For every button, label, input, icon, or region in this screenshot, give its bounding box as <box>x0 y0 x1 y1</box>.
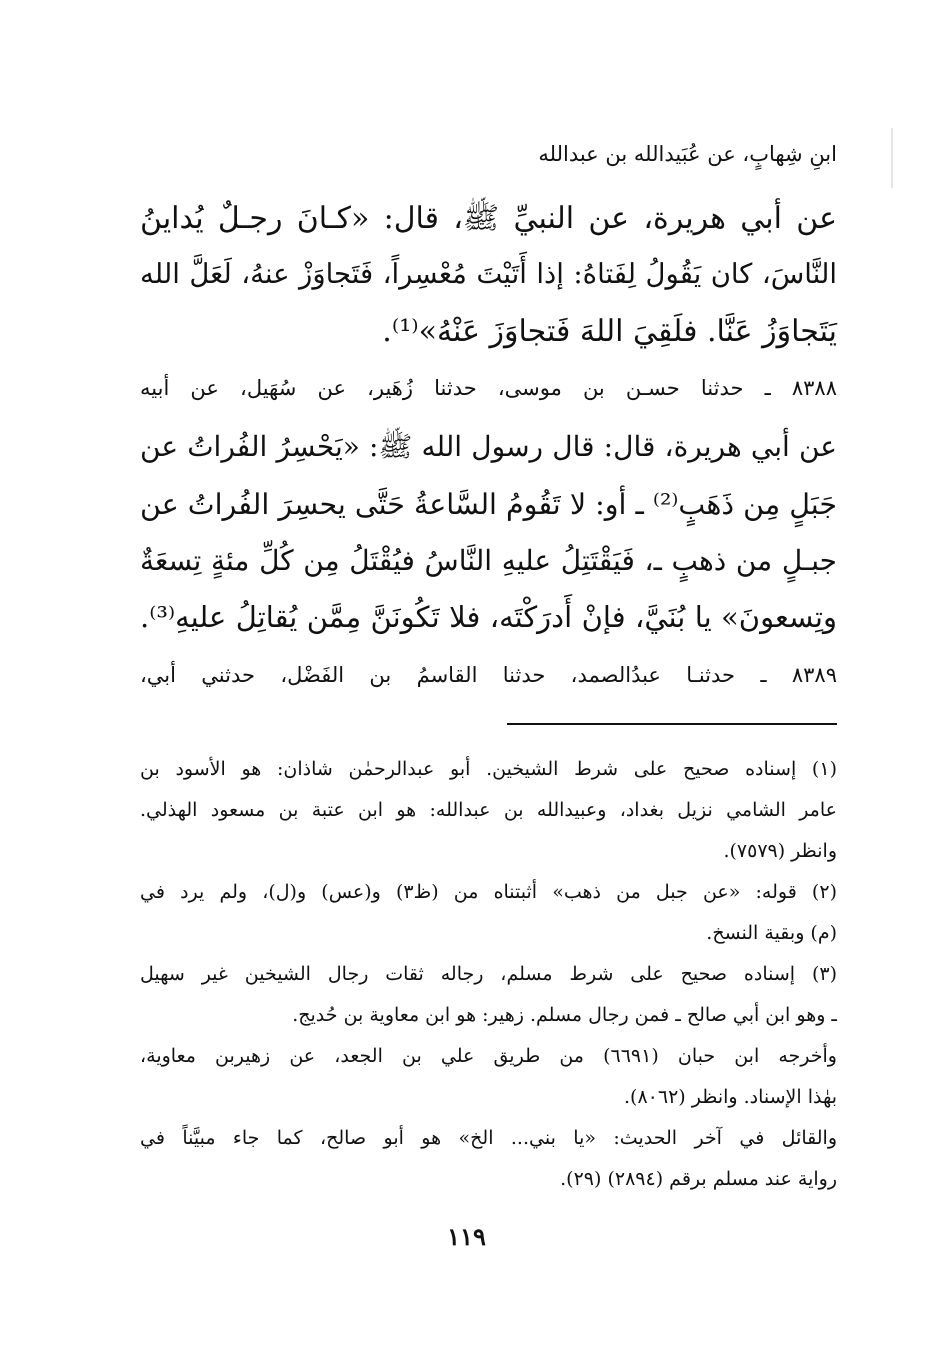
footnote-2-line-2: (م) وبقية النسخ. <box>706 922 837 944</box>
isnad-8389: ٨٣٨٩ ـ حدثنـا عبدُالصمد، حدثنا القاسمُ بن الفَضْل، حدثني أبي، <box>140 663 837 687</box>
footnote-3-line-3: وأخرجه ابن حبان (٦٦٩١) من طريق علي بن الجعد، عن زهيربن معاوية، <box>140 1045 837 1067</box>
footnote-1-line-2: عامر الشامي نزيل بغداد، وعبيدالله بن عبدالله: هو ابن عتبة بن مسعود الهذلي. <box>140 799 837 821</box>
scan-edge-mark <box>891 128 893 188</box>
page-number: ١١٩ <box>447 1222 486 1251</box>
hadith2-line-3: جبـلٍ من ذهبٍ ـ، فَيَقْتَتِلُ عليهِ النَّاسُ فيُقْتَلُ مِن كُلِّ مئةٍ تِسعَةٌ <box>140 544 837 577</box>
footnote-3-line-4: بهٰذا الإسناد. وانظر (٨٠٦٢). <box>624 1086 837 1108</box>
footnote-1-line-1: (١) إسناده صحيح على شرط الشيخين. أبو عبدالرحمٰن شاذان: هو الأسود بن <box>140 758 837 780</box>
hadith2-line-2: جَبَلٍ مِن ذَهَبٍ⁽²⁾ ـ أو: لا تَقُومُ السَّاعةُ حَتَّى يحسِرَ الفُراتُ عن <box>140 488 837 521</box>
hadith1-line-2: النَّاسَ، كان يَقُولُ لِفَتاهُ: إذا أَتَيْتَ مُعْسِراً، فَتَجاوَزْ عنهُ، لَعَلَّ الله <box>140 258 837 290</box>
footnote-3-line-2: ـ وهو ابن أبي صالح ـ فمن رجال مسلم. زهير: هو ابن معاوية بن حُديج. <box>292 1004 837 1026</box>
footnote-2-line-1: (٢) قوله: «عن جبل من ذهب» أثبتناه من (ظ٣) و(عس) و(ل)، ولم يرد في <box>140 881 837 903</box>
hadith2-line-1: عن أبي هريرة، قال: قال رسول الله ﷺ: «يَحْسِرُ الفُراتُ عن <box>140 430 837 463</box>
hadith1-line-3: يَتَجاوَزُ عَنَّا. فلَقِيَ اللهَ فَتجاوَزَ عَنْهُ»⁽¹⁾. <box>382 314 837 349</box>
footnote-separator <box>507 723 837 725</box>
footnote-3-line-5: والقائل في آخر الحديث: «يا بني... الخ» هو أبو صالح، كما جاء مبيَّناً في <box>140 1127 837 1149</box>
footnote-1-line-3: وانظر (٧٥٧٩). <box>723 840 837 862</box>
header-line: ابنِ شِهابٍ، عن عُبَيدالله بن عبدالله <box>538 142 837 166</box>
footnote-3-line-6: رواية عند مسلم برقم (٢٨٩٤) (٢٩). <box>560 1168 837 1190</box>
footnote-3-line-1: (٣) إسناده صحيح على شرط مسلم، رجاله ثقات رجال الشيخين غير سهيل <box>140 963 837 985</box>
isnad-8388: ٨٣٨٨ ـ حدثنا حسـن بن موسى، حدثنا زُهَير، عن سُهَيل، عن أبيه <box>140 376 837 400</box>
hadith2-line-4: وتِسعونَ» يا بُنَيَّ، فإنْ أَدرَكْتَه، فلا تَكُونَنَّ مِمَّن يُقاتِلُ عليهِ⁽³⁾. <box>140 600 837 634</box>
hadith1-line-1: عن أبي هريرة، عن النبيِّ ﷺ، قال: «كـانَ رجـلٌ يُداينُ <box>140 201 837 236</box>
